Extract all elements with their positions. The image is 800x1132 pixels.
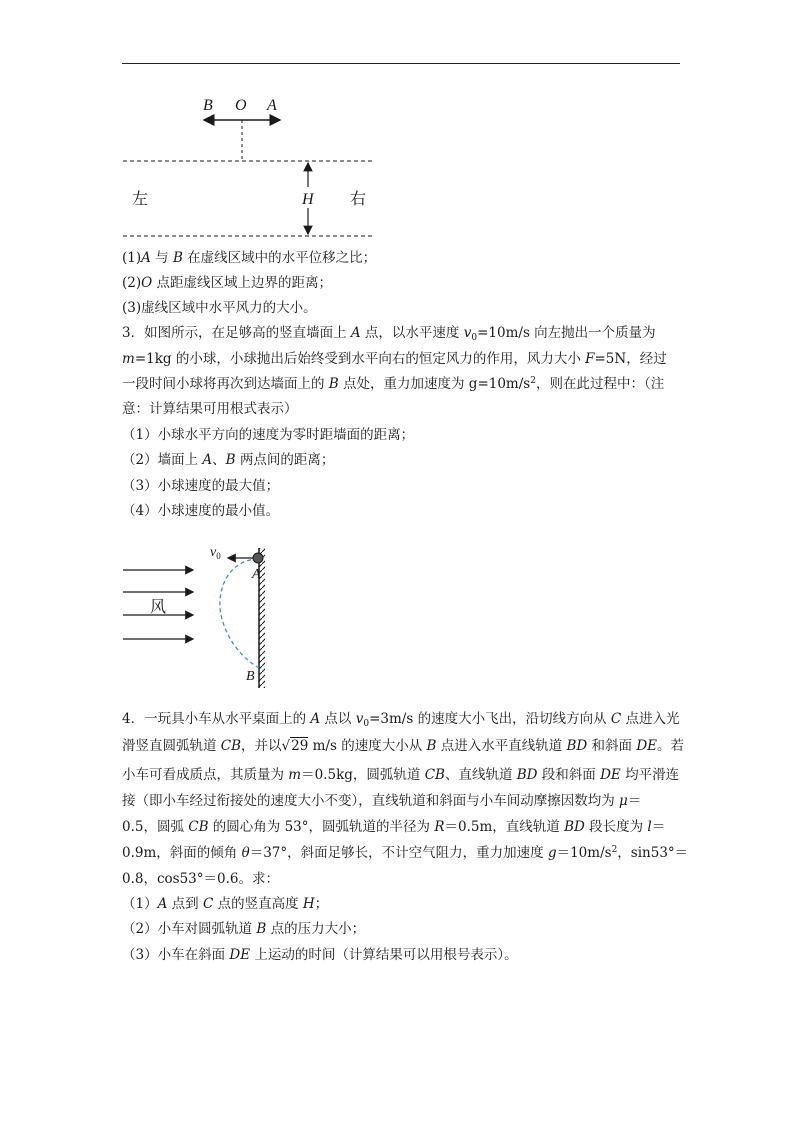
p3-line4: 意：计算结果可用根式表示） <box>122 401 298 417</box>
p3-line2: m=1kg 的小球，小球抛出后始终受到水平向右的恒定风力的作用，风力大小 F=5N，经过 <box>122 351 667 367</box>
label-B: B <box>203 97 213 114</box>
label-H: H <box>302 191 314 208</box>
p3-q1: （1）小球水平方向的速度为零时距墙面的距离； <box>122 427 415 443</box>
label-B-wall: B <box>246 669 255 684</box>
p4-line7: 0.8，cos53°＝0.6。求： <box>122 871 279 887</box>
label-O: O <box>235 97 247 114</box>
label-A: A <box>267 97 277 114</box>
figure-wall-ball-svg <box>118 540 288 690</box>
header-rule <box>122 63 680 64</box>
p4-line4: 接（即小车经过衔接处的速度大小不变），直线轨道和斜面与小车间动摩擦因数均为 μ＝ <box>122 793 642 809</box>
figure-wind-region-svg <box>118 90 380 240</box>
p4-line2: 滑竖直圆弧轨道 CB，并以√29 m/s 的速度大小从 B 点进入水平直线轨道 BD 和斜面 DE。若 <box>122 738 685 754</box>
p3-line1: 3．如图所示，在足够高的竖直墙面上 A 点，以水平速度 $v_0=10m/s$ 向左抛出一个质量为 <box>122 325 656 343</box>
p3-line3: 一段时间小球将再次到达墙面上的 B 点处，重力加速度为 $g=10m/s^2$，则在此过程中：（注 <box>122 376 665 392</box>
p4-line1: 4．一玩具小车从水平桌面上的 A 点以 $v_0=3m/s$ 的速度大小飞出，沿切线方向从 C 点进入光 <box>122 711 680 729</box>
p2-q2: (2)O 点距虚线区域上边界的距离； <box>122 275 332 291</box>
figure-wind-region <box>118 90 380 240</box>
p4-line5: 0.5，圆弧 CB 的圆心角为 53°，圆弧轨道的半径为 R＝0.5m，直线轨道 BD 段长度为 l＝ <box>122 819 666 835</box>
label-A-wall: A <box>252 567 261 582</box>
label-v0: $v_0$ <box>210 545 221 561</box>
p4-q1: （1）A 点到 C 点的竖直高度 H； <box>122 896 329 912</box>
p4-line6: 0.9m，斜面的倾角 θ＝37°，斜面足够长，不计空气阻力，重力加速度 $g=10m/s^2$，sin53°＝ <box>122 845 689 861</box>
figure-wall-ball <box>118 540 288 690</box>
sqrt-symbol: √29 <box>281 738 309 754</box>
p3-q2: （2）墙面上 A、B 两点间的距离； <box>122 452 335 468</box>
label-left: 左 <box>132 191 149 208</box>
p3-q3: （3）小球速度的最大值； <box>122 478 280 494</box>
p4-q2: （2）小车对圆弧轨道 B 点的压力大小； <box>122 921 366 937</box>
label-right: 右 <box>350 191 367 208</box>
p4-line3: 小车可看成质点，其质量为 m＝0.5kg，圆弧轨道 CB、直线轨道 BD 段和斜面 DE 均平滑连 <box>122 767 680 783</box>
sqrt-value: 29 <box>291 738 309 754</box>
ball <box>253 553 263 563</box>
p2-q1: (1)A 与 B 在虚线区域中的水平位移之比； <box>122 250 377 266</box>
p4-q3: （3）小车在斜面 DE 上运动的时间（计算结果可以用根号表示）。 <box>122 947 518 963</box>
p3-q4: （4）小球速度的最小值。 <box>122 503 280 519</box>
wind-label: 风 <box>150 599 167 616</box>
p2-q3: (3)虚线区域中水平风力的大小。 <box>122 300 317 316</box>
